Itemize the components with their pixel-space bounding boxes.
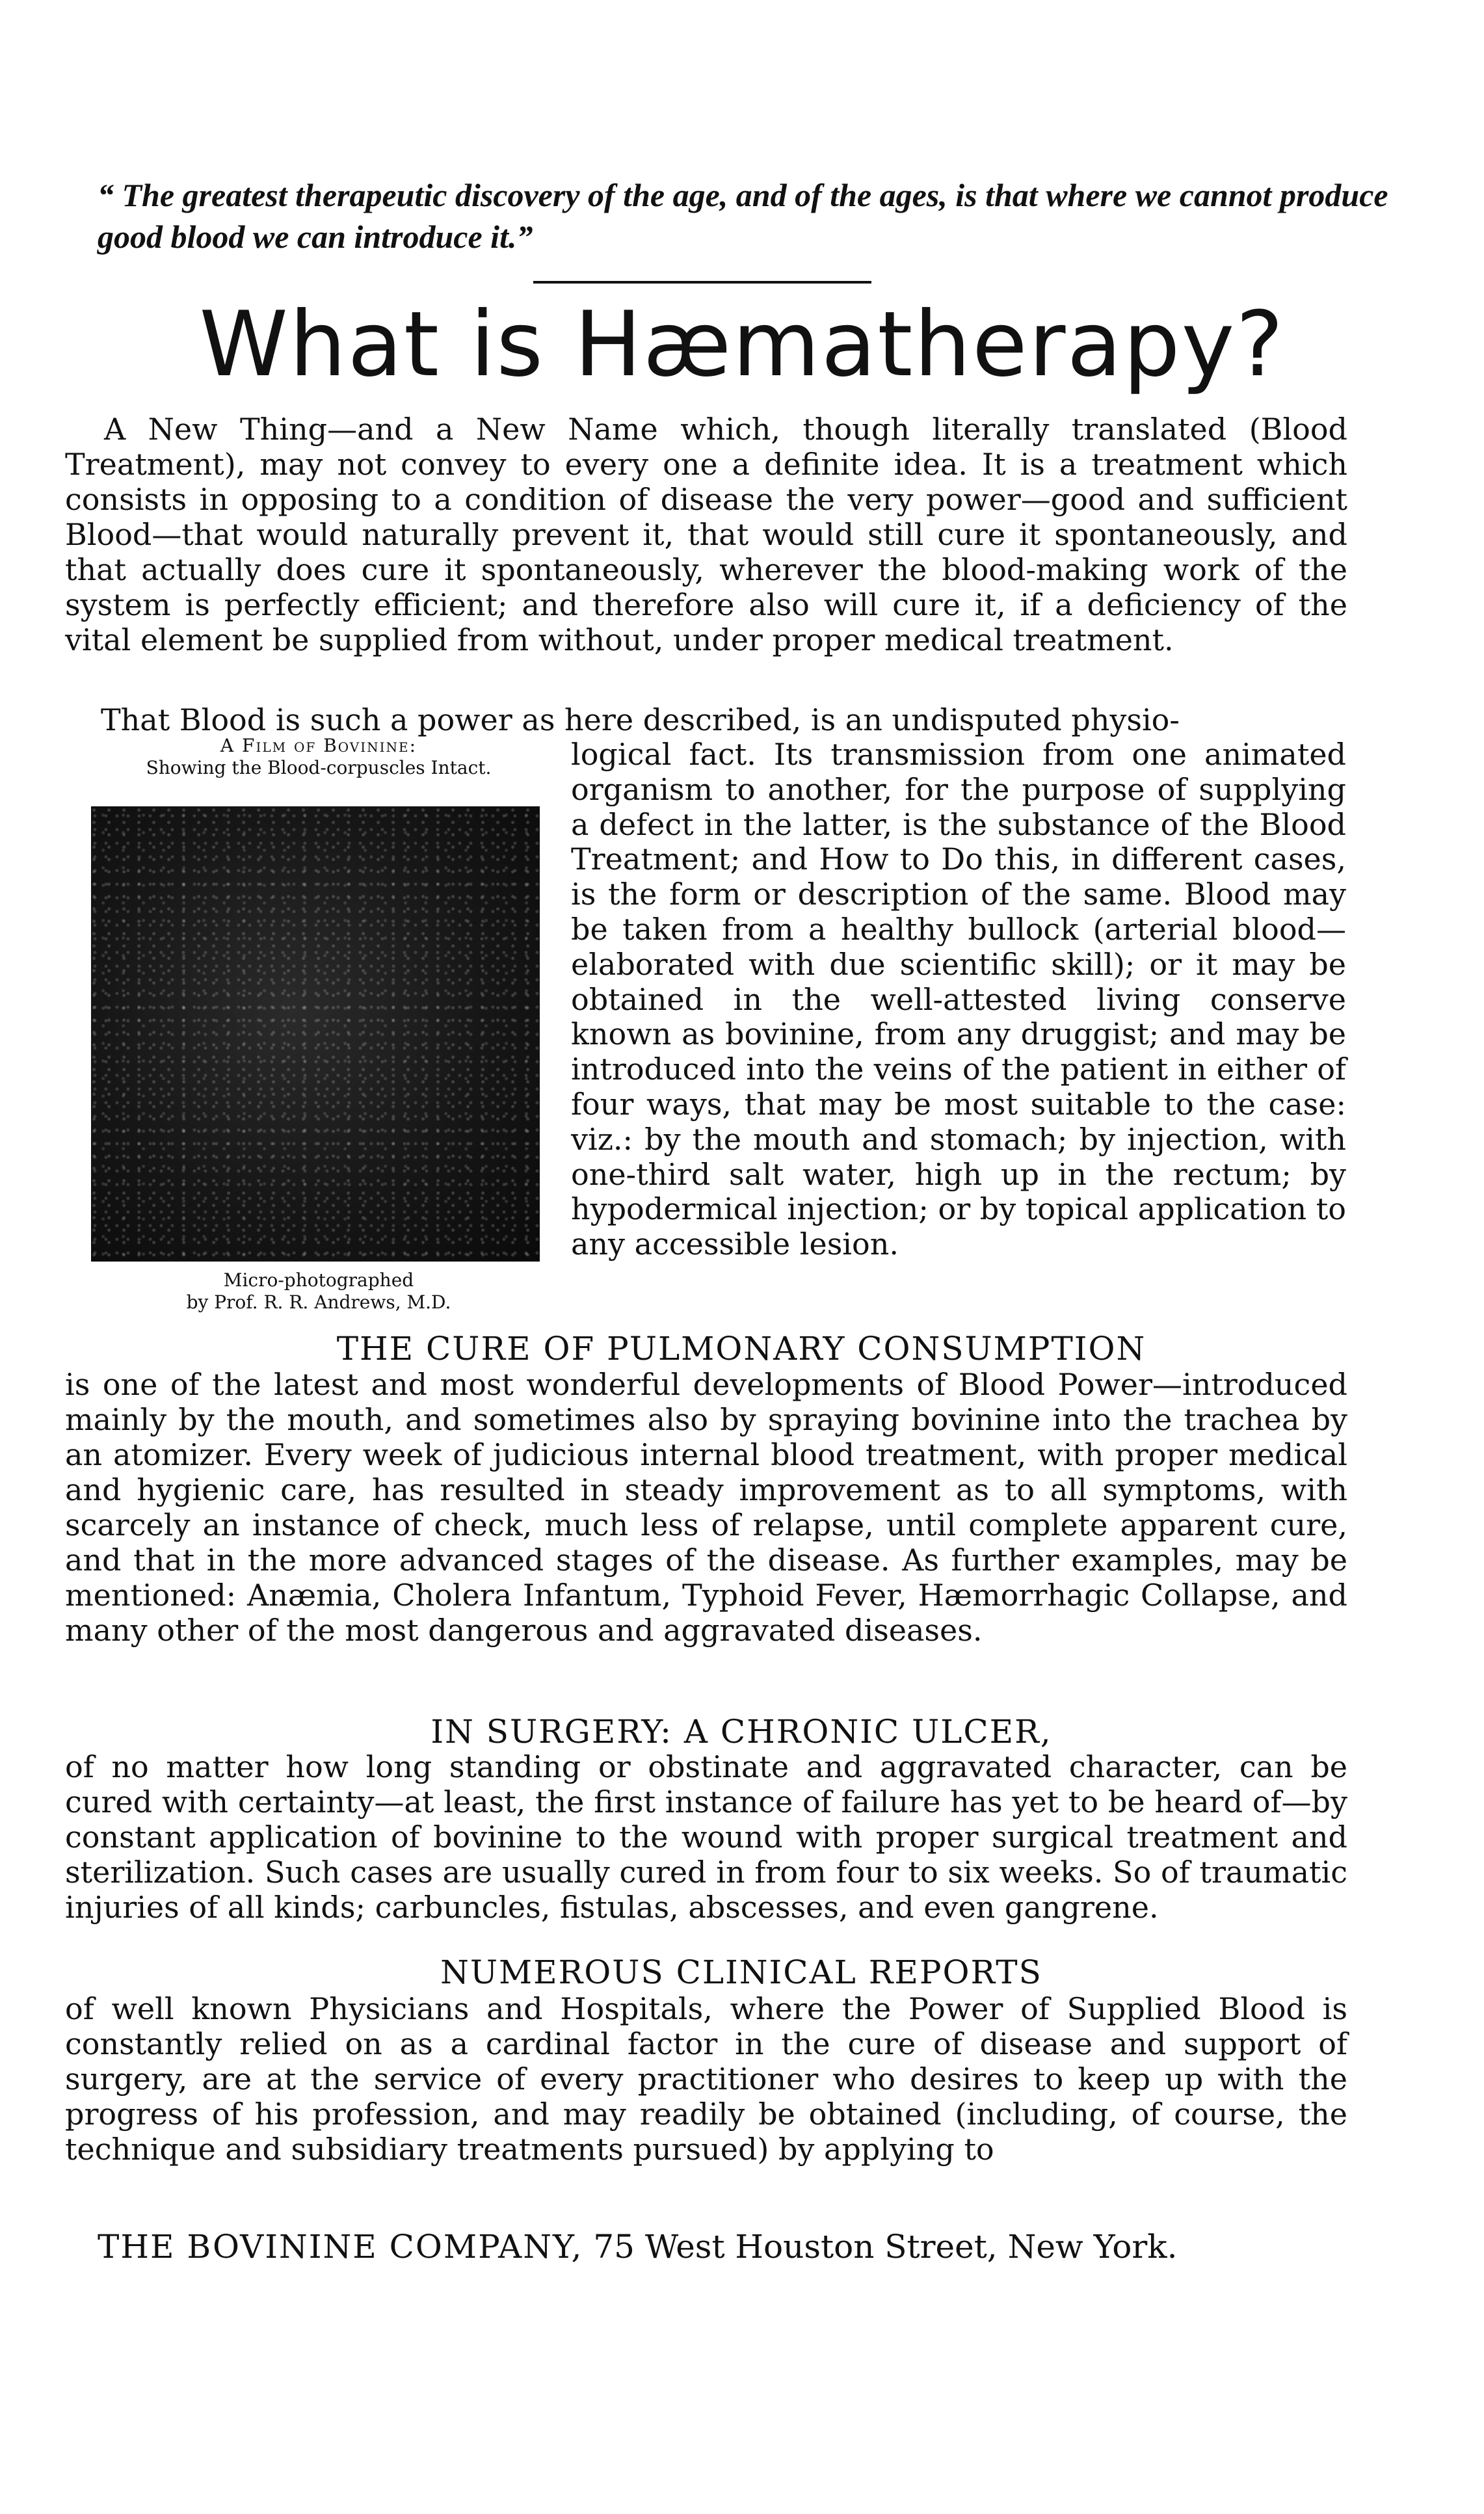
micro-photograph-image [91,806,540,1262]
title-divider [533,281,871,284]
company-address [98,2227,1398,2266]
epigraph-quote: “ The greatest therapeutic discovery of the age, and of the ages, is that where we cannot produce good blood we can introduce it.” [98,177,1388,255]
clinical-reports-paragraph-text: of well known Physicians and Hospitals, where the Power of Supplied Blood is constantly relied on as a cardinal factor in the cure of disease and support of surgery, are at the service of every practitioner who desires to keep up with the progress of his profession, and may readily be obtained (including, of course, the technique and subsidiary treatments pursued) by applying to [65,1991,1347,2167]
intro-paragraph-text: A New Thing—and a New Name which, though literally translated (Blood Treatment), may not convey to every one a definite idea. It is a treatment which consists in opposing to a condition of disease the very power—good and sufficient Blood—that would naturally prevent it, that would still cure it spontaneously, and that actually does cure it spontaneously, wherever the blood-making work of the system is perfectly efficient; and therefore also will cure it, if a deficiency of the vital element be supplied from without, under proper medical treatment. [65,412,1347,657]
page-title: What is Hæmatherapy? [199,292,1285,397]
figure-caption-subtitle: Showing the Blood-corpuscles Intact. [146,757,492,778]
company-name: THE BOVININE COMPANY, [98,2228,583,2266]
figure-credit-line2: by Prof. R. R. Andrews, M.D. [186,1291,451,1313]
figure-caption [91,735,546,779]
intro-paragraph [65,412,1347,657]
paragraph2-column [571,737,1346,1262]
figure-credit-line1: Micro-photographed [223,1269,414,1291]
heading-pulmonary-consumption: THE CURE OF PULMONARY CONSUMPTION [336,1330,1146,1368]
surgery-paragraph [65,1749,1347,1925]
paragraph2-column-text: logical fact. Its transmission from one animated organism to another, for the purpose of supplying a defect in the latter, is the substance of the Blood Treatment; and How to Do this, in different cases, is the form or description of the same. Blood may be taken from a healthy bullock (arterial blood—elaborated with due scientific skill); or it may be obtained in the well-attested living conserve known as bovinine, from any druggist; and may be introduced into the veins of the patient in either of four ways, that may be most suitable to the case: viz.: by the mouth and stomach; by injection, with one-third salt water, high up in the rectum; by hypodermical injection; or by topical application to any accessible lesion. [571,737,1346,1262]
figure-caption-title: A Film of Bovinine: [220,735,417,756]
heading-clinical-reports: NUMEROUS CLINICAL REPORTS [440,1953,1042,1991]
figure-credit [91,1269,546,1314]
paragraph2-first-line: That Blood is such a power as here described, is an undisputed physio- [101,702,1180,737]
surgery-paragraph-text: of no matter how long standing or obstinate and aggravated character, can be cured with certainty—at least, the first instance of failure has yet to be heard of—by constant application of bovinine to the wound with proper surgical treatment and sterilization. Such cases are usually cured in from four to six weeks. So of traumatic injuries of all kinds; carbuncles, fistulas, abscesses, and even gangrene. [65,1749,1347,1925]
heading-surgery: IN SURGERY: A CHRONIC ULCER, [431,1713,1052,1751]
consumption-paragraph-text: is one of the latest and most wonderful developments of Blood Power—introduced mainly by the mouth, and sometimes also by spraying bovinine into the trachea by an atomizer. Every week of judicious internal blood treatment, with proper medical and hygienic care, has resulted in steady improvement as to all symptoms, with scarcely an instance of check, much less of relapse, until complete apparent cure, and that in the more advanced stages of the disease. As further examples, may be mentioned: Anæmia, Cholera Infantum, Typhoid Fever, Hæmorrhagic Collapse, and many other of the most dangerous and aggravated diseases. [65,1367,1347,1648]
clinical-reports-paragraph [65,1991,1347,2167]
consumption-paragraph [65,1367,1347,1648]
company-street-address: 75 West Houston Street, New York. [593,2228,1178,2266]
